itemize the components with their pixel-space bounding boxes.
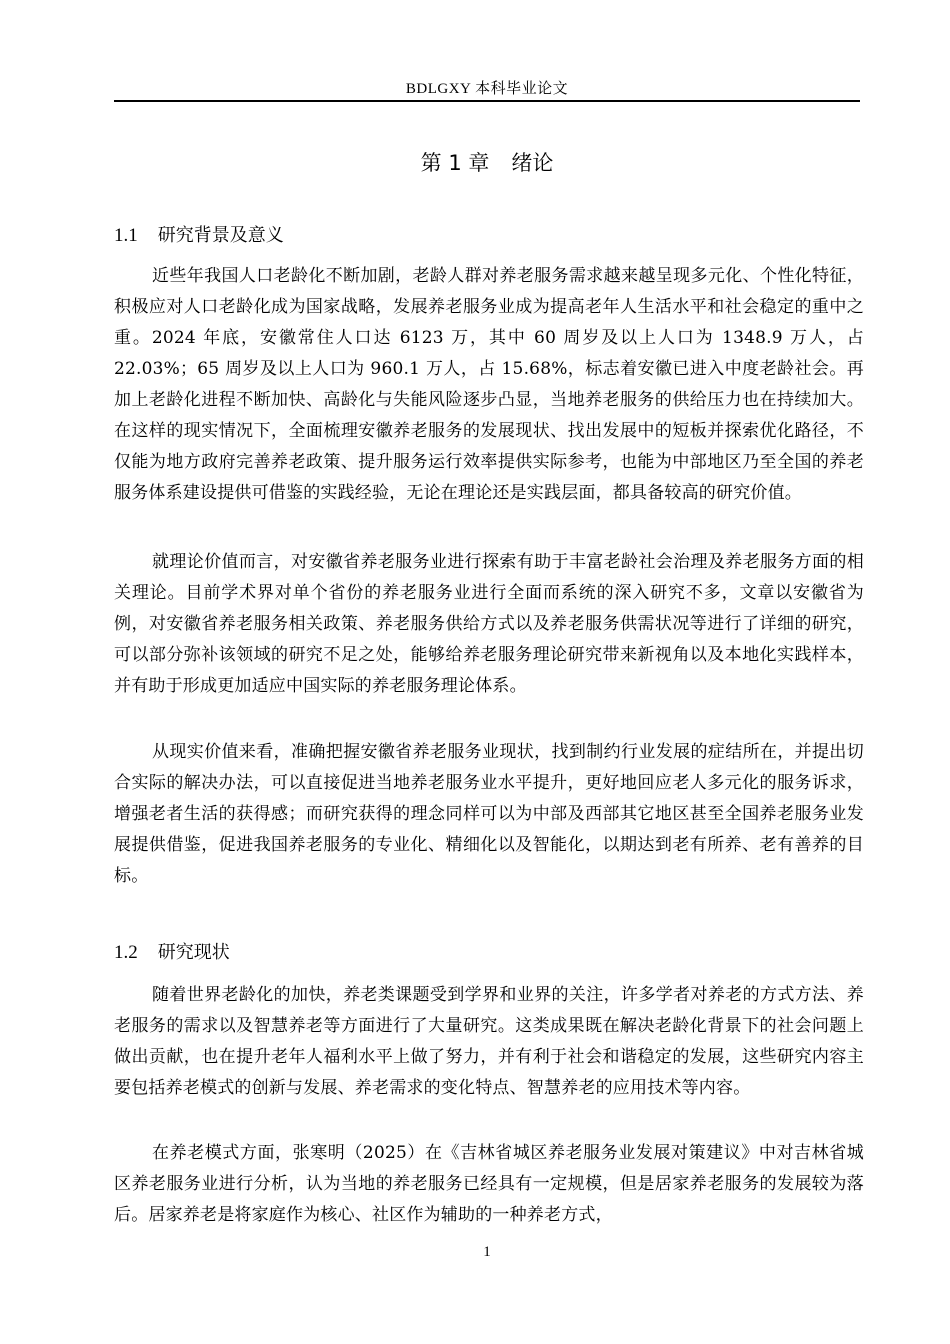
section-number: 1.2: [114, 942, 138, 963]
page-number: 1: [483, 1244, 491, 1260]
section-title: 研究现状: [157, 942, 230, 963]
section-title: 研究背景及意义: [157, 225, 284, 246]
running-header: BDLGXY 本科毕业论文: [405, 81, 569, 97]
paragraph: 就理论价值而言，对安徽省养老服务业进行探索有助于丰富老龄社会治理及养老服务方面的相关理论。目前学术界对单个省份的养老服务业进行全面而系统的深入研究不多，文章以安徽省为例，对安徽省养老服务相关政策、养老服务供给方式以及养老服务供需状况等进行了详细的研究，可以部分弥补该领域的研究不足之处，能够给养老服务理论研究带来新视角以及本地化实践样本，并有助于形成更加适应中国实际的养老服务理论体系。: [114, 552, 864, 696]
paragraph: 随着世界老龄化的加快，养老类课题受到学界和业界的关注，许多学者对养老的方式方法、养老服务的需求以及智慧养老等方面进行了大量研究。这类成果既在解决老龄化背景下的社会问题上做出贡献，也在提升老年人福利水平上做了努力，并有利于社会和谐稳定的发展，这些研究内容主要包括养老模式的创新与发展、养老需求的变化特点、智慧养老的应用技术等内容。: [114, 985, 864, 1098]
header-rule: [114, 100, 860, 102]
section-number: 1.1: [114, 225, 138, 246]
chapter-number: 第 1 章: [420, 151, 490, 175]
chapter-title: [114, 147, 860, 177]
paragraph: 近些年我国人口老龄化不断加剧，老龄人群对养老服务需求越来越呈现多元化、个性化特征，积极应对人口老龄化成为国家战略，发展养老服务业成为提高老年人生活水平和社会稳定的重中之重。2024 年底，安徽常住人口达 6123 万，其中 60 周岁及以上人口为 1348.9 万人，占 22.03%；65 周岁及以上人口为 960.1 万人，占 15.68%，标志着安徽已进入中度老龄社会。再加上老龄化进程不断加快、高龄化与失能风险逐步凸显，当地养老服务的供给压力也在持续加大。在这样的现实情况下，全面梳理安徽养老服务的发展现状、找出发展中的短板并探索优化路径，不仅能为地方政府完善养老政策、提升服务运行效率提供实际参考，也能为中部地区乃至全国的养老服务体系建设提供可借鉴的实践经验，无论在理论还是实践层面，都具备较高的研究价值。: [114, 266, 864, 503]
section-heading-1-2: [114, 938, 230, 964]
paragraph: 在养老模式方面，张寒明（2025）在《吉林省城区养老服务业发展对策建议》中对吉林省城区养老服务业进行分析，认为当地的养老服务已经具有一定规模，但是居家养老服务的发展较为落后。居家养老是将家庭作为核心、社区作为辅助的一种养老方式，: [114, 1143, 864, 1225]
chapter-name: 绪论: [511, 151, 554, 175]
paragraph: 从现实价值来看，准确把握安徽省养老服务业现状，找到制约行业发展的症结所在，并提出切合实际的解决办法，可以直接促进当地养老服务业水平提升，更好地回应老人多元化的服务诉求，增强老者生活的获得感；而研究获得的理念同样可以为中部及西部其它地区甚至全国养老服务业发展提供借鉴，促进我国养老服务的专业化、精细化以及智能化，以期达到老有所养、老有善养的目标。: [114, 742, 864, 886]
section-heading-1-1: [114, 221, 284, 247]
